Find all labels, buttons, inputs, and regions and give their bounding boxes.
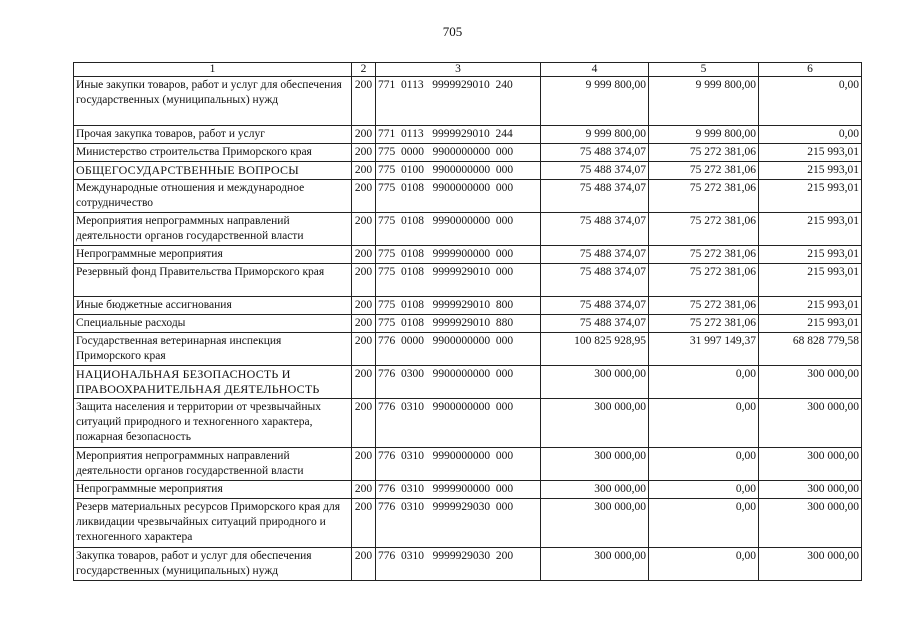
row-col6-cell: 300 000,00 — [759, 481, 862, 499]
row-col2-cell: 200 — [352, 144, 376, 162]
row-code-cell: 776 0310 9999929030 200 — [376, 548, 541, 581]
row-col2-cell: 200 — [352, 246, 376, 264]
row-col5-cell: 0,00 — [649, 399, 759, 448]
row-col5-cell: 0,00 — [649, 499, 759, 548]
row-col4-cell: 75 488 374,07 — [541, 246, 649, 264]
row-name-cell: Непрограммные мероприятия — [74, 246, 352, 264]
row-col5-cell: 0,00 — [649, 481, 759, 499]
row-col2-cell: 200 — [352, 315, 376, 333]
row-col4-cell: 100 825 928,95 — [541, 333, 649, 366]
row-code-cell: 775 0108 9999929010 880 — [376, 315, 541, 333]
row-col4-cell: 300 000,00 — [541, 481, 649, 499]
row-col4-cell: 75 488 374,07 — [541, 213, 649, 246]
row-col5-cell: 0,00 — [649, 366, 759, 399]
row-col6-cell: 215 993,01 — [759, 180, 862, 213]
table-row — [74, 213, 862, 246]
row-name-cell: Резервный фонд Правительства Приморского края — [74, 264, 352, 297]
table-body — [74, 63, 862, 581]
row-code-cell: 775 0108 9900000000 000 — [376, 180, 541, 213]
table-row — [74, 333, 862, 366]
row-col4-cell: 75 488 374,07 — [541, 144, 649, 162]
table-row — [74, 144, 862, 162]
row-col6-cell: 300 000,00 — [759, 448, 862, 481]
row-col6-cell: 68 828 779,58 — [759, 333, 862, 366]
row-col6-cell: 300 000,00 — [759, 499, 862, 548]
row-col4-cell: 9 999 800,00 — [541, 126, 649, 144]
row-col6-cell: 300 000,00 — [759, 548, 862, 581]
row-col4-cell: 300 000,00 — [541, 499, 649, 548]
table-row — [74, 399, 862, 448]
table-header-row — [74, 63, 862, 77]
row-code-cell: 775 0108 9999929010 000 — [376, 264, 541, 297]
row-col5-cell: 9 999 800,00 — [649, 77, 759, 126]
row-col6-cell: 300 000,00 — [759, 366, 862, 399]
row-code-cell: 771 0113 9999929010 240 — [376, 77, 541, 126]
row-name-cell: Резерв материальных ресурсов Приморского края для ликвидации чрезвычайных ситуаций природного и техногенного характера — [74, 499, 352, 548]
row-col2-cell: 200 — [352, 366, 376, 399]
row-col4-cell: 300 000,00 — [541, 399, 649, 448]
table-row — [74, 162, 862, 180]
column-header-5: 5 — [649, 63, 759, 77]
row-code-cell: 776 0310 9999929030 000 — [376, 499, 541, 548]
row-code-cell: 775 0108 9999929010 800 — [376, 297, 541, 315]
column-header-6: 6 — [759, 63, 862, 77]
row-code-cell: 776 0300 9900000000 000 — [376, 366, 541, 399]
row-col5-cell: 0,00 — [649, 448, 759, 481]
row-col6-cell: 0,00 — [759, 77, 862, 126]
row-name-cell: Мероприятия непрограммных направлений деятельности органов государственной власти — [74, 213, 352, 246]
row-code-cell: 775 0000 9900000000 000 — [376, 144, 541, 162]
row-code-cell: 775 0108 9999900000 000 — [376, 246, 541, 264]
row-name-cell: Защита населения и территории от чрезвычайных ситуаций природного и техногенного характера, пожарная безопасность — [74, 399, 352, 448]
row-name-cell: Министерство строительства Приморского края — [74, 144, 352, 162]
row-col2-cell: 200 — [352, 481, 376, 499]
row-col2-cell: 200 — [352, 126, 376, 144]
row-col4-cell: 75 488 374,07 — [541, 315, 649, 333]
table-row — [74, 180, 862, 213]
row-name-cell: Мероприятия непрограммных направлений деятельности органов государственной власти — [74, 448, 352, 481]
row-code-cell: 776 0000 9900000000 000 — [376, 333, 541, 366]
row-col4-cell: 300 000,00 — [541, 366, 649, 399]
row-col6-cell: 215 993,01 — [759, 297, 862, 315]
row-col5-cell: 9 999 800,00 — [649, 126, 759, 144]
row-col4-cell: 75 488 374,07 — [541, 162, 649, 180]
budget-table — [73, 62, 862, 581]
table-row — [74, 548, 862, 581]
table-row — [74, 499, 862, 548]
row-name-cell: Закупка товаров, работ и услуг для обеспечения государственных (муниципальных) нужд — [74, 548, 352, 581]
column-header-4: 4 — [541, 63, 649, 77]
row-col2-cell: 200 — [352, 399, 376, 448]
row-col6-cell: 0,00 — [759, 126, 862, 144]
row-code-cell: 776 0310 9990000000 000 — [376, 448, 541, 481]
row-code-cell: 775 0108 9990000000 000 — [376, 213, 541, 246]
row-col2-cell: 200 — [352, 297, 376, 315]
row-col2-cell: 200 — [352, 180, 376, 213]
row-col5-cell: 75 272 381,06 — [649, 213, 759, 246]
row-col5-cell: 75 272 381,06 — [649, 180, 759, 213]
row-name-cell: Международные отношения и международное сотрудничество — [74, 180, 352, 213]
table-row — [74, 77, 862, 126]
row-name-cell: Иные бюджетные ассигнования — [74, 297, 352, 315]
table-row — [74, 366, 862, 399]
row-col5-cell: 75 272 381,06 — [649, 264, 759, 297]
row-col2-cell: 200 — [352, 162, 376, 180]
row-col6-cell: 215 993,01 — [759, 315, 862, 333]
column-header-3: 3 — [376, 63, 541, 77]
row-col6-cell: 215 993,01 — [759, 162, 862, 180]
row-code-cell: 776 0310 9900000000 000 — [376, 399, 541, 448]
row-col5-cell: 0,00 — [649, 548, 759, 581]
row-name-cell: НАЦИОНАЛЬНАЯ БЕЗОПАСНОСТЬ И ПРАВООХРАНИТЕЛЬНАЯ ДЕЯТЕЛЬНОСТЬ — [74, 366, 352, 399]
row-col6-cell: 215 993,01 — [759, 264, 862, 297]
row-col5-cell: 75 272 381,06 — [649, 144, 759, 162]
row-name-cell: Прочая закупка товаров, работ и услуг — [74, 126, 352, 144]
table-row — [74, 297, 862, 315]
row-col4-cell: 9 999 800,00 — [541, 77, 649, 126]
row-col2-cell: 200 — [352, 264, 376, 297]
row-name-cell: Иные закупки товаров, работ и услуг для обеспечения государственных (муниципальных) нужд — [74, 77, 352, 126]
row-col2-cell: 200 — [352, 333, 376, 366]
row-col2-cell: 200 — [352, 548, 376, 581]
row-code-cell: 775 0100 9900000000 000 — [376, 162, 541, 180]
row-code-cell: 776 0310 9999900000 000 — [376, 481, 541, 499]
row-col6-cell: 300 000,00 — [759, 399, 862, 448]
table-row — [74, 448, 862, 481]
row-col2-cell: 200 — [352, 77, 376, 126]
row-col4-cell: 75 488 374,07 — [541, 264, 649, 297]
row-col2-cell: 200 — [352, 213, 376, 246]
table-row — [74, 126, 862, 144]
row-name-cell: Государственная ветеринарная инспекция Приморского края — [74, 333, 352, 366]
row-col6-cell: 215 993,01 — [759, 213, 862, 246]
row-col6-cell: 215 993,01 — [759, 144, 862, 162]
row-col6-cell: 215 993,01 — [759, 246, 862, 264]
row-name-cell: ОБЩЕГОСУДАРСТВЕННЫЕ ВОПРОСЫ — [74, 162, 352, 180]
row-col4-cell: 300 000,00 — [541, 448, 649, 481]
table-row — [74, 246, 862, 264]
row-col5-cell: 75 272 381,06 — [649, 162, 759, 180]
column-header-2: 2 — [352, 63, 376, 77]
row-name-cell: Специальные расходы — [74, 315, 352, 333]
row-col5-cell: 75 272 381,06 — [649, 297, 759, 315]
table-row — [74, 315, 862, 333]
row-col2-cell: 200 — [352, 499, 376, 548]
row-col4-cell: 75 488 374,07 — [541, 297, 649, 315]
row-col2-cell: 200 — [352, 448, 376, 481]
row-name-cell: Непрограммные мероприятия — [74, 481, 352, 499]
table-row — [74, 264, 862, 297]
column-header-1: 1 — [74, 63, 352, 77]
row-col4-cell: 300 000,00 — [541, 548, 649, 581]
row-col5-cell: 31 997 149,37 — [649, 333, 759, 366]
row-col5-cell: 75 272 381,06 — [649, 246, 759, 264]
row-col5-cell: 75 272 381,06 — [649, 315, 759, 333]
row-col4-cell: 75 488 374,07 — [541, 180, 649, 213]
page-number: 705 — [442, 24, 463, 39]
row-code-cell: 771 0113 9999929010 244 — [376, 126, 541, 144]
table-row — [74, 481, 862, 499]
